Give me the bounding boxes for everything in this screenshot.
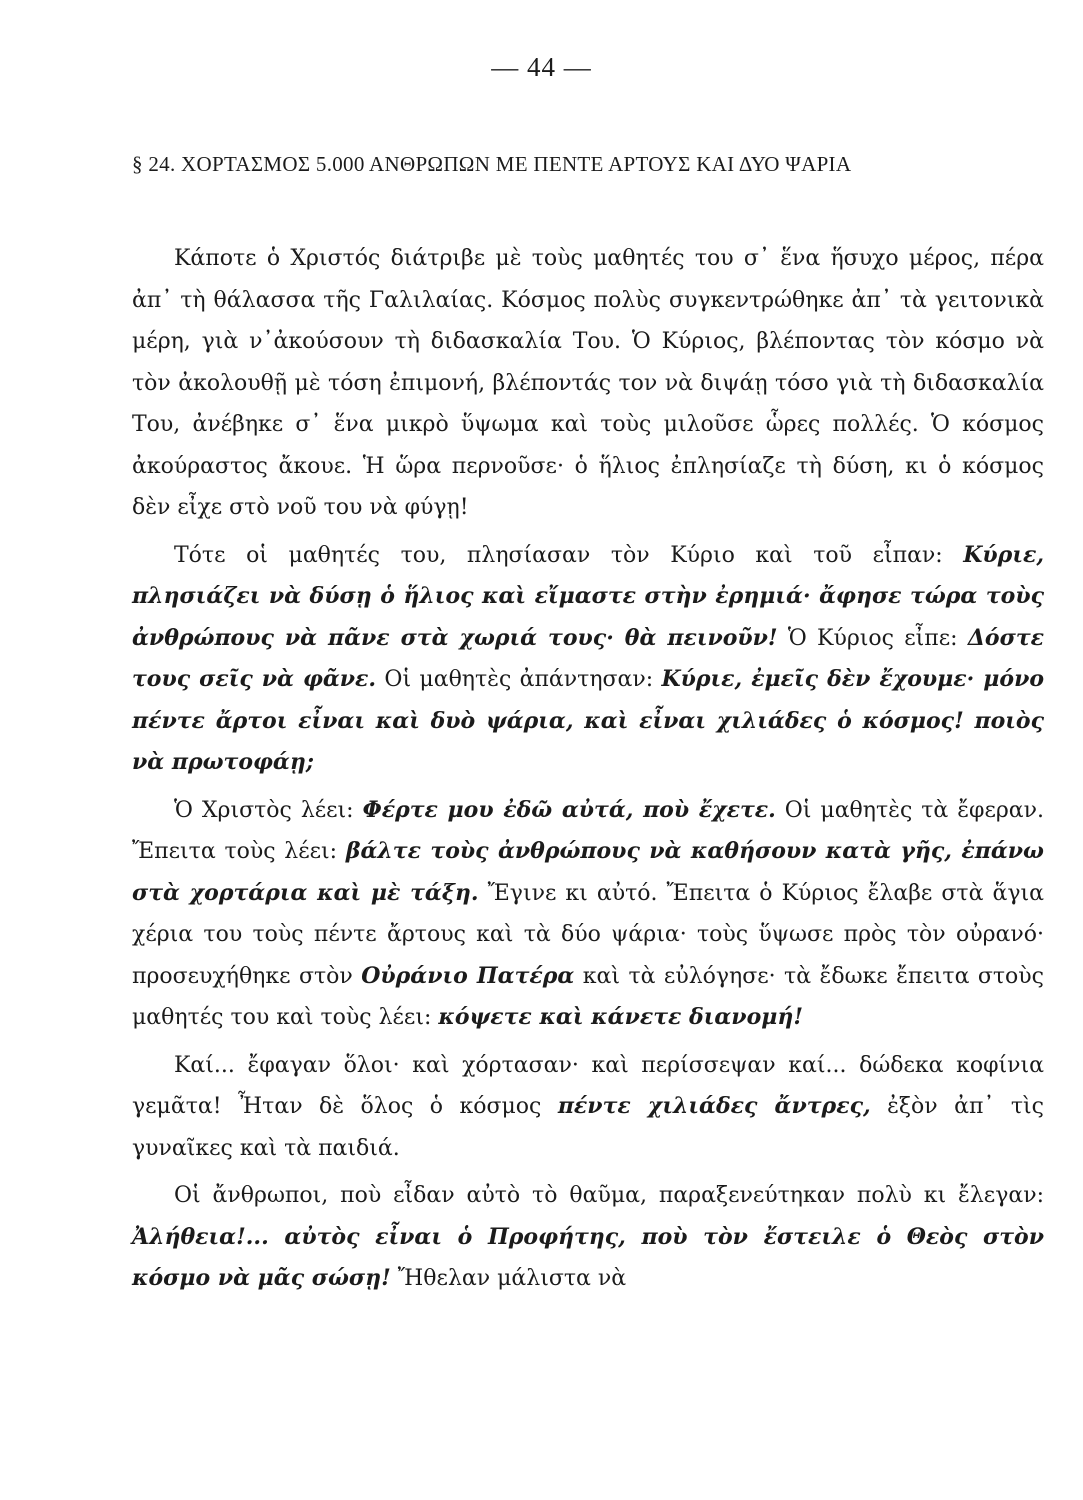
- emphasized-quote: Δόστε τους σεῖς νὰ φᾶνε.: [132, 624, 1044, 692]
- text-run: Οἱ μαθητὲς ἀπάντησαν:: [376, 667, 662, 692]
- text-run: Οἱ μαθητὲς τὰ ἔφεραν. Ἔπειτα τοὺς λέει:: [132, 797, 1044, 864]
- section-heading: § 24. ΧΟΡΤΑΣΜΟΣ 5.000 ΑΝΘΡΩΠΩΝ ΜΕ ΠΕΝΤΕ ΑΡΤΟΥΣ ΚΑΙ ΔΥΟ ΨΑΡΙΑ: [132, 152, 852, 176]
- paragraph-2: [132, 535, 1044, 784]
- text-run: Καί... ἔφαγαν ὅλοι· καὶ χόρτασαν· καὶ περίσσεψαν καί... δώδεκα κοφίνια γεμᾶτα! Ἦταν δὲ ὅλος ὁ κόσμος: [132, 1052, 1044, 1119]
- text-run: Τότε οἱ μαθητές του, πλησίασαν τὸν Κύριο καὶ τοῦ εἶπαν:: [174, 542, 964, 568]
- text-run: Κάποτε ὁ Χριστός διάτριβε μὲ τοὺς μαθητές του σ᾽ ἕνα ἥσυχο μέρος, πέρα ἀπ᾽ τὴ θάλασσα τῆς Γαλιλαίας. Κόσμος πολὺς συγκεντρώθηκε ἀπ᾽ τὰ γειτονικὰ μέρη, γιὰ ν᾽ἀκούσουν τὴ διδασκαλία Του. Ὁ Κύριος, βλέποντας τὸν κόσμο νὰ τὸν ἀκολουθῇ μὲ τόση ἐπιμονή, βλέποντάς τον νὰ διψάῃ τόσο γιὰ τὴ διδασκαλία Του, ἀνέβηκε σ᾽ ἕνα μικρὸ ὕψωμα καὶ τοὺς μιλοῦσε ὧρες πολλές. Ὁ κόσμος ἀκούραστος ἄκουε. Ἡ ὥρα περνοῦσε· ὁ ἥλιος ἐπλησίαζε τὴ δύση, κι ὁ κόσμος δὲν εἶχε στὸ νοῦ του νὰ φύγῃ!: [132, 246, 1044, 520]
- emphasized-quote: Φέρτε μου ἐδῶ αὐτά, ποὺ ἔχετε.: [362, 796, 776, 823]
- page-number: — 44 —: [491, 52, 592, 82]
- emphasized-phrase: Οὐράνιο Πατέρα: [361, 962, 575, 989]
- emphasized-phrase: πέντε χιλιάδες ἄντρες,: [557, 1093, 871, 1119]
- emphasized-quote: Κύριε, ἐμεῖς δὲν ἔχουμε· μόνο πέντε ἄρτοι εἶναι καὶ δυὸ ψάρια, καὶ εἶναι χιλιάδες ὁ κόσμος! ποιὸς νὰ πρωτοφάῃ;: [132, 666, 1045, 775]
- text-run: Ὁ Κύριος εἶπε:: [777, 625, 968, 651]
- text-run: Ἤθελαν μάλιστα νὰ: [390, 1266, 627, 1291]
- paragraph-4: [132, 1045, 1044, 1170]
- text-run: καὶ τὰ εὐλόγησε· τὰ ἔδωκε ἔπειτα στοὺς μαθητές του καὶ τοὺς λέει:: [132, 963, 1044, 1030]
- paragraph-1: [132, 238, 1044, 529]
- text-run: Ἔγινε κι αὐτό. Ἔπειτα ὁ Κύριος ἔλαβε στὰ ἅγια χέρια του τοὺς πέντε ἄρτους καὶ τὰ δύο ψάρια· τοὺς ὕψωσε πρὸς τὸν οὐρανό· προσευχήθηκε στὸν: [132, 880, 1044, 989]
- text-run: Οἱ ἄνθρωποι, ποὺ εἶδαν αὐτὸ τὸ θαῦμα, παραξενεύτηκαν πολὺ κι ἔλεγαν:: [174, 1183, 1044, 1208]
- paragraph-3: [132, 790, 1044, 1039]
- emphasized-quote: Ἀλήθεια!... αὐτὸς εἶναι ὁ Προφήτης, ποὺ τὸν ἔστειλε ὁ Θεὸς στὸν κόσμο νὰ μᾶς σώσῃ!: [132, 1223, 1044, 1291]
- emphasized-quote: βάλτε τοὺς ἀνθρώπους νὰ καθήσουν κατὰ γῆς, ἐπάνω στὰ χορτάρια καὶ μὲ τάξη.: [132, 838, 1044, 906]
- paragraph-5: [132, 1175, 1044, 1300]
- emphasized-quote: Κύριε, πλησιάζει νὰ δύσῃ ὁ ἥλιος καὶ εἴμαστε στὴν ἐρημιά· ἄφησε τώρα τοὺς ἀνθρώπους νὰ πᾶνε στὰ χωριά τους· θὰ πεινοῦν!: [132, 541, 1044, 651]
- text-run: ἐξὸν ἀπ᾽ τὶς γυναῖκες καὶ τὰ παιδιά.: [132, 1094, 1044, 1161]
- emphasized-quote: κόψετε καὶ κάνετε διανομή!: [438, 1004, 804, 1030]
- body-text: [132, 238, 1044, 1300]
- text-run: Ὁ Χριστὸς λέει:: [174, 797, 363, 823]
